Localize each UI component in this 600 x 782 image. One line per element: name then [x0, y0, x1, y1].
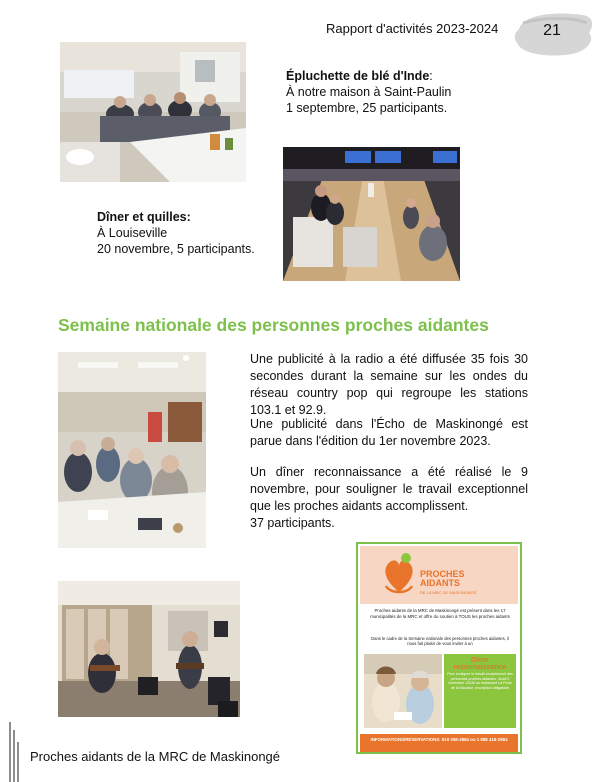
poster-logo-title-line2: AIDANTS — [420, 578, 460, 588]
photo-diner-reconnaissance — [58, 352, 206, 548]
report-title: Rapport d'activités 2023-2024 — [326, 21, 499, 36]
diner-quilles-location: À Louiseville — [97, 226, 168, 240]
poster-intro-text: Proches aidants de la MRC de Maskinongé est présent dans les 17 municipalités de la MRC et offre du soutien à TOUS les proches aidants — [370, 608, 510, 619]
epluchette-title: Épluchette de blé d'Inde — [286, 69, 430, 83]
page-number: 21 — [543, 22, 561, 39]
epluchette-location: À notre maison à Saint-Paulin — [286, 85, 452, 99]
poster-invitation-text: Dans le cadre de la Semaine nationale des personnes proches aidantes, il nous fait plaisir de vous inviter à un — [371, 636, 509, 647]
radio-ad-paragraph: Une publicité à la radio a été diffusée 35 fois 30 secondes durant la semaine sur les ondes du réseau country pop qui regroupe les stations 103.1 et 92.9. — [250, 352, 528, 417]
poster-logo-subtitle: DE LA MRC DE MASKINONGÉ — [420, 590, 477, 595]
poster-photo-women — [364, 654, 442, 728]
poster-event-box — [444, 654, 516, 728]
photo-musicians — [58, 581, 240, 717]
newspaper-ad-paragraph: Une publicité dans l'Écho de Maskinongé est parue dans l'édition du 1er novembre 2023. — [250, 417, 528, 448]
heart-hands-logo-icon — [380, 552, 418, 598]
poster-event-details: Pour souligner le travail exceptionnel des personnes proches aidantes. Jeudi 9 novembre 11h30 au restaurant La Porte de la Mauricie. Inscription obligatoire — [447, 672, 513, 690]
footer-vertical-lines — [6, 722, 24, 782]
diner-quilles-date: 20 novembre, 5 participants. — [97, 242, 255, 256]
poster-footer-band — [360, 734, 518, 752]
diner-participants: 37 participants. — [250, 516, 335, 530]
diner-quilles-title: Dîner et quilles: — [97, 210, 191, 224]
epluchette-caption — [286, 68, 451, 116]
epluchette-date: 1 septembre, 25 participants. — [286, 101, 448, 115]
event-poster — [356, 542, 522, 754]
poster-logo-title-line1: PROCHES — [420, 569, 465, 579]
poster-event-title: Dîner reconnaissance — [453, 657, 507, 671]
section-title: Semaine nationale des personnes proches aidantes — [58, 315, 489, 335]
diner-quilles-caption — [97, 209, 255, 257]
poster-logo-title — [420, 570, 465, 588]
poster-contact-info: INFORMATIONS/RÉSERVATIONS: 819 268-2884 ou 1 888 418-2884 — [370, 737, 508, 742]
diner-paragraph — [250, 464, 528, 532]
photo-epluchette-gathering — [60, 42, 246, 182]
footer-organization-name: Proches aidants de la MRC de Maskinongé — [30, 749, 281, 764]
photo-bowling — [283, 147, 460, 281]
diner-paragraph-text: Un dîner reconnaissance a été réalisé le 9 novembre, pour souligner le travail exceptionnel que les proches aidants accomplissent. — [250, 465, 528, 513]
epluchette-title-colon: : — [429, 69, 433, 83]
